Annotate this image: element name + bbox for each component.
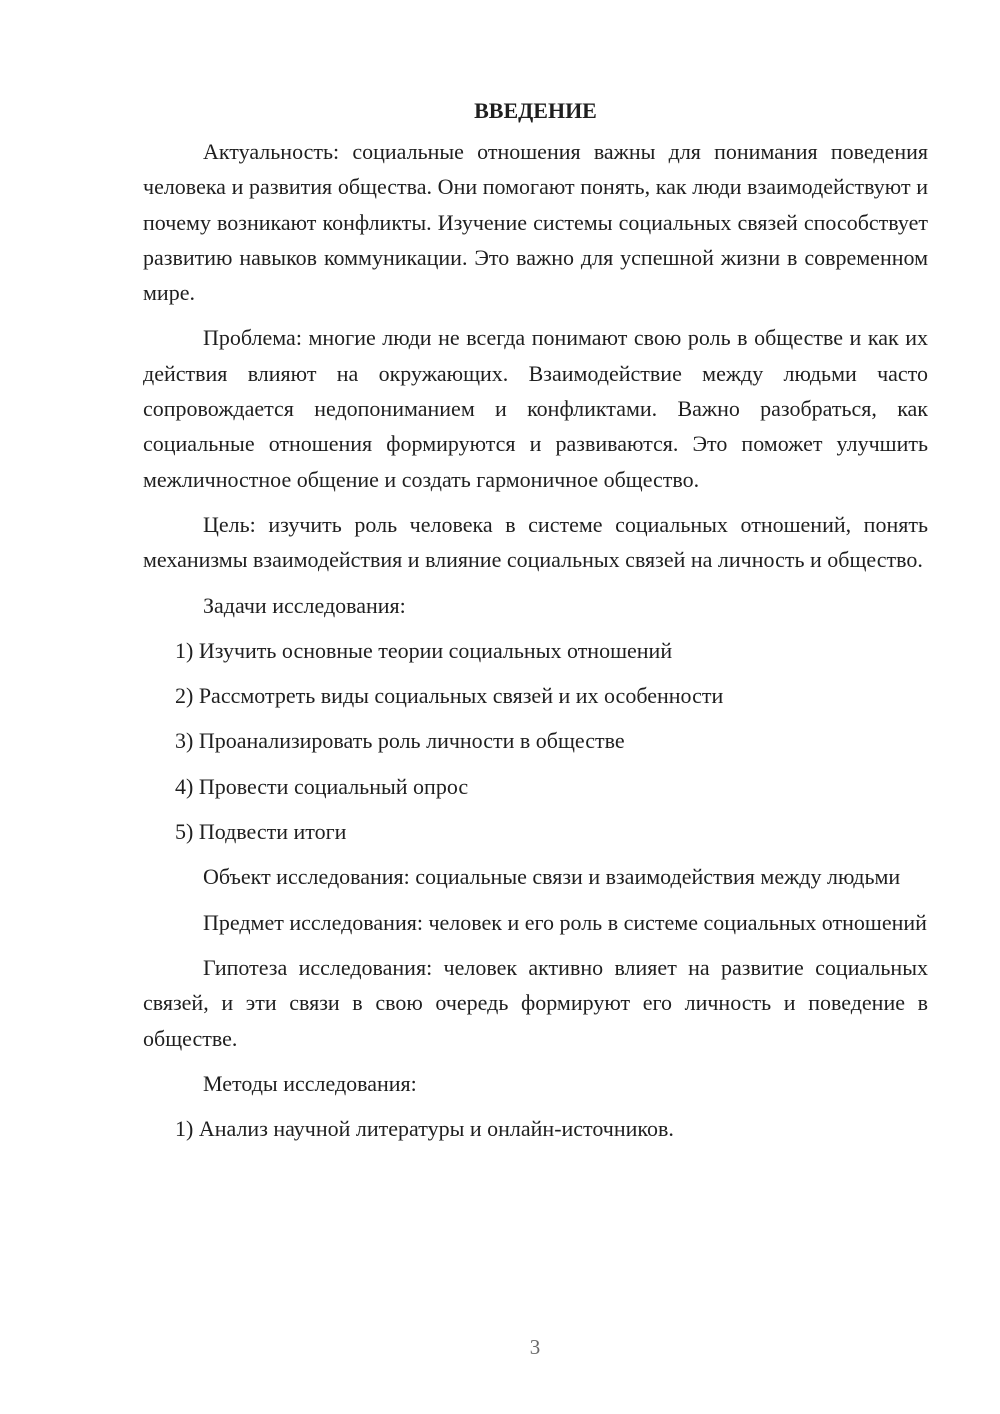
subject-paragraph: Предмет исследования: человек и его роль в системе социальных отношений bbox=[203, 909, 927, 935]
task-item: 4) Провести социальный опрос bbox=[175, 773, 469, 799]
method-item: 1) Анализ научной литературы и онлайн-источников. bbox=[175, 1116, 674, 1142]
goal-paragraph: Цель: изучить роль человека в системе социальных отношений, понять механизмы взаимодействия и влияние социальных связей на личность и общество. bbox=[143, 511, 928, 573]
task-item: 1) Изучить основные теории социальных отношений bbox=[175, 637, 673, 663]
methods-list bbox=[143, 1111, 928, 1146]
methods-heading: Методы исследования: bbox=[203, 1070, 417, 1096]
page-number: 3 bbox=[529, 1335, 541, 1359]
task-item: 2) Рассмотреть виды социальных связей и их особенности bbox=[175, 683, 724, 709]
hypothesis-paragraph: Гипотеза исследования: человек активно влияет на развитие социальных связей, и эти связи в свою очередь формируют его личность и поведение в обществе. bbox=[143, 954, 928, 1051]
tasks-list bbox=[143, 633, 928, 849]
object-paragraph: Объект исследования: социальные связи и взаимодействия между людьми bbox=[203, 864, 901, 890]
task-item: 5) Подвести итоги bbox=[175, 819, 347, 845]
page-content bbox=[143, 97, 928, 1156]
task-item: 3) Проанализировать роль личности в обществе bbox=[175, 728, 625, 754]
page-title: ВВЕДЕНИЕ bbox=[474, 98, 597, 123]
actuality-paragraph: Актуальность: социальные отношения важны для понимания поведения человека и развития общества. Они помогают понять, как люди взаимодействуют и почему возникают конфликты. Изучение системы социальных связей способствует развитию навыков коммуникации. Это важно для успешной жизни в современном мире. bbox=[143, 139, 928, 306]
tasks-heading: Задачи исследования: bbox=[203, 592, 406, 618]
problem-paragraph: Проблема: многие люди не всегда понимают свою роль в обществе и как их действия влияют на окружающих. Взаимодействие между людьми часто сопровождается недопониманием и конфликтами. Важно разобраться, как социальные отношения формируются и развиваются. Это поможет улучшить межличностное общение и создать гармоничное общество. bbox=[143, 325, 928, 492]
